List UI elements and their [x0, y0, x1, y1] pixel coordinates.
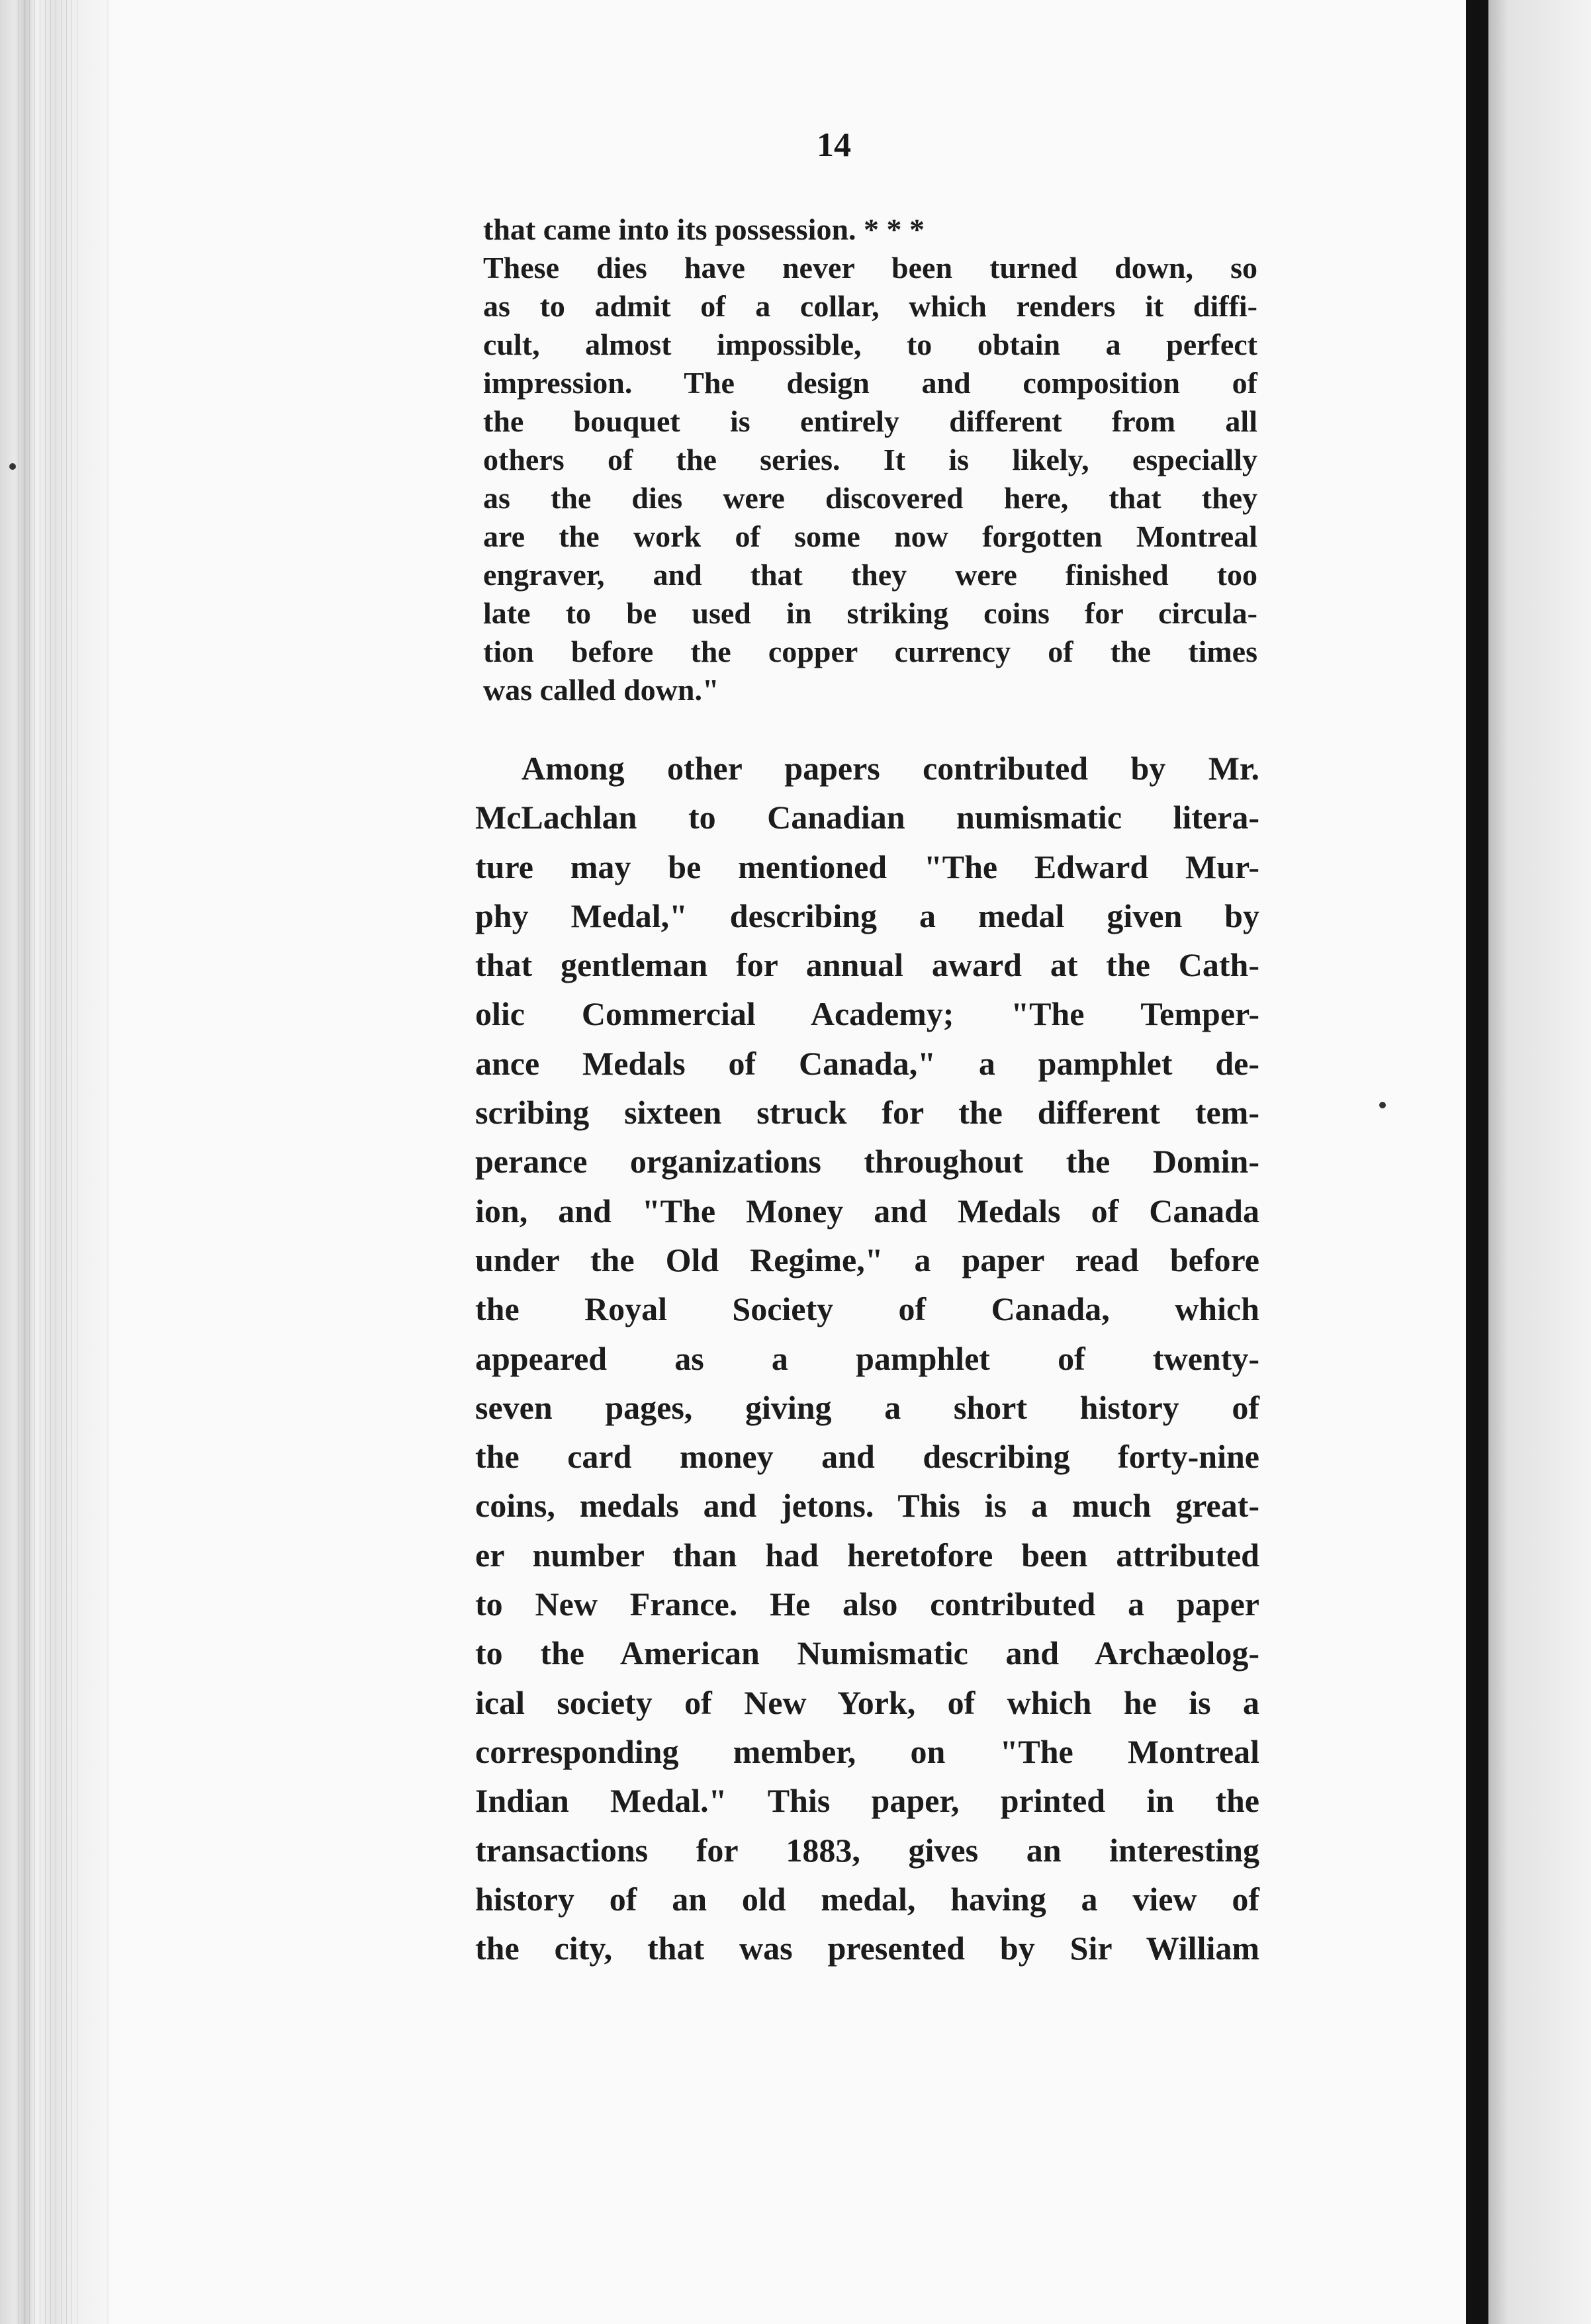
- text-line: McLachlan to Canadian numismatic litera-: [475, 799, 1259, 836]
- text-line: engraver, and that they were finished too: [483, 558, 1257, 592]
- text-line: phy Medal," describing a medal given by: [475, 897, 1259, 934]
- text-line: the Royal Society of Canada, which: [475, 1290, 1259, 1328]
- body-paragraph: [475, 744, 1259, 1973]
- binding-page-edges: [19, 0, 78, 2324]
- text-line: tion before the copper currency of the times: [483, 635, 1257, 668]
- text-line: others of the series. It is likely, especially: [483, 443, 1257, 476]
- scan-speck: [1379, 1102, 1386, 1108]
- text-line: cult, almost impossible, to obtain a perfect: [483, 328, 1257, 361]
- text-line: as the dies were discovered here, that they: [483, 481, 1257, 515]
- text-line: scribing sixteen struck for the different tem-: [475, 1094, 1259, 1132]
- text-line: that came into its possession. * * *: [483, 212, 925, 246]
- text-line: the bouquet is entirely different from all: [483, 404, 1257, 438]
- text-line: These dies have never been turned down, so: [483, 251, 1257, 285]
- text-line: transactions for 1883, gives an interesting: [475, 1831, 1259, 1869]
- text-line: perance organizations throughout the Domin-: [475, 1143, 1259, 1181]
- text-line: to New France. He also contributed a paper: [475, 1586, 1259, 1623]
- text-line: was called down.": [483, 673, 719, 707]
- text-line: under the Old Regime," a paper read before: [475, 1241, 1259, 1278]
- text-line: are the work of some now forgotten Montreal: [483, 519, 1257, 553]
- text-line: to the American Numismatic and Archæolog-: [475, 1634, 1259, 1672]
- text-line: history of an old medal, having a view of: [475, 1880, 1259, 1918]
- text-line: the card money and describing forty-nine: [475, 1438, 1259, 1476]
- text-line: ion, and "The Money and Medals of Canada: [475, 1192, 1259, 1229]
- facing-page-edge: [1488, 0, 1591, 2324]
- scan-speck: [9, 463, 16, 470]
- text-line: Among other papers contributed by Mr.: [522, 750, 1259, 787]
- text-line: corresponding member, on "The Montreal: [475, 1732, 1259, 1770]
- text-line: coins, medals and jetons. This is a much great-: [475, 1487, 1259, 1525]
- page-number: 14: [817, 126, 851, 164]
- quoted-passage: [483, 210, 1257, 709]
- text-line: late to be used in striking coins for circula-: [483, 596, 1257, 630]
- text-line: er number than had heretofore been attributed: [475, 1536, 1259, 1574]
- text-line: ical society of New York, of which he is a: [475, 1683, 1259, 1721]
- text-line: Indian Medal." This paper, printed in the: [475, 1782, 1259, 1820]
- right-page-border: [1466, 0, 1488, 2324]
- text-line: ance Medals of Canada," a pamphlet de-: [475, 1044, 1259, 1082]
- text-line: ture may be mentioned "The Edward Mur-: [475, 848, 1259, 885]
- text-line: appeared as a pamphlet of twenty-: [475, 1339, 1259, 1377]
- text-line: olic Commercial Academy; "The Temper-: [475, 995, 1259, 1033]
- text-line: seven pages, giving a short history of: [475, 1388, 1259, 1426]
- text-line: as to admit of a collar, which renders it diffi-: [483, 289, 1257, 323]
- text-line: impression. The design and composition of: [483, 366, 1257, 400]
- text-line: that gentleman for annual award at the Cath-: [475, 946, 1259, 984]
- text-line: the city, that was presented by Sir William: [475, 1930, 1259, 1967]
